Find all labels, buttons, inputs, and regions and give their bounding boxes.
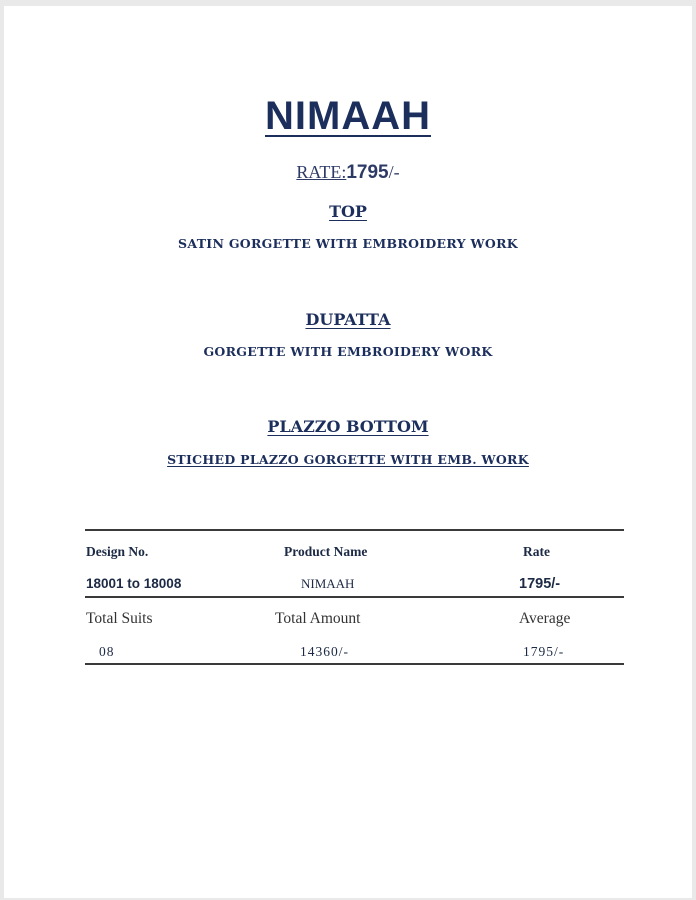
summary-total-amount: 14360/- [300,644,349,659]
summary-total-suits: 08 [99,644,115,659]
section-heading-dupatta: DUPATTA [305,310,391,329]
summary-total-suits-label: Total Suits [86,610,153,627]
header-product-name: Product Name [284,544,368,559]
table-mid-rule [85,596,624,598]
summary-total-amount-label: Total Amount [275,610,361,627]
rate-line [4,162,692,184]
cell-product-name: NIMAAH [301,576,355,591]
summary-average: 1795/- [523,644,565,659]
table-top-rule [85,529,624,531]
page-title [4,94,692,139]
section-heading-top: TOP [329,202,367,221]
table-bottom-rule [85,663,624,665]
cell-design-range: 18001 to 18008 [86,576,182,591]
section-heading-plazzo: PLAZZO BOTTOM [267,417,429,436]
section-text-top: SATIN GORGETTE WITH EMBROIDERY WORK [178,236,518,251]
title-text: NIMAAH [265,94,431,138]
summary-average-label: Average [519,610,571,627]
section-text-dupatta: GORGETTE WITH EMBROIDERY WORK [203,344,493,359]
cell-rate: 1795/- [519,576,561,592]
rate-label: RATE: [296,162,347,182]
section-text-plazzo: STICHED PLAZZO GORGETTE WITH EMB. WORK [167,452,529,467]
rate-value: 1795 [346,162,389,183]
rate-suffix: /- [388,162,400,182]
catalog-page [4,6,692,898]
header-rate: Rate [523,544,550,559]
header-design-no: Design No. [86,544,149,559]
